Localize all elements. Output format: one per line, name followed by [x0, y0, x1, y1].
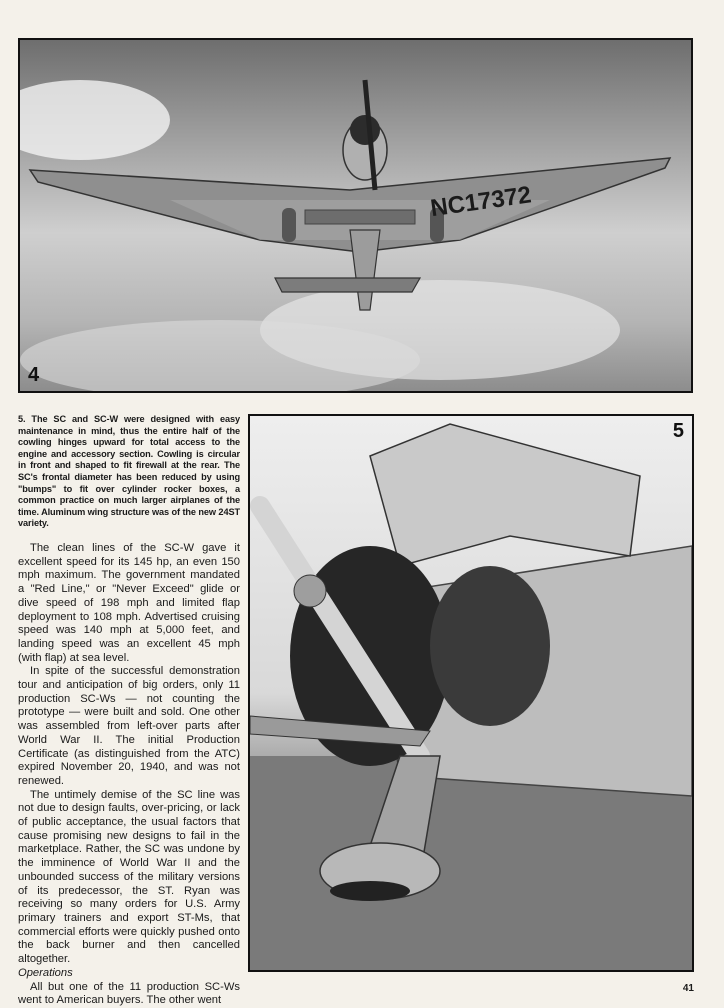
page-number: 41	[682, 983, 694, 994]
figure-4-photo	[18, 38, 693, 393]
section-subhead: Operations	[18, 966, 73, 979]
figure-5-photo	[248, 414, 694, 972]
paragraph: In spite of the successful demonstration tour and anticipation of big orders, only 11 production SC-Ws — not counting the prototype — were built and sold. One other was assembled from left-over parts after World War II. The initial Production Certificate (as distinguished from the ATC) expired November 20, 1940, and was not renewed.	[18, 665, 240, 787]
figure-number-5: 5	[672, 420, 684, 442]
engine-closeup-illustration	[250, 416, 692, 970]
figure-5-caption: 5. The SC and SC-W were designed with easy maintenance in mind, thus the entire half of the cowling hinges upward for total access to the engine and accessory section. Cowling is circular in front and shaped to fit firewall at the rear. The SC's frontal diameter has been reduced by using "bumps" to fit over cylinder rocker boxes, a common practice on much larger airplanes of the time. Aluminum wing structure was of the new 24ST variety.	[18, 414, 240, 529]
paragraph: The clean lines of the SC-W gave it excellent speed for its 145 hp, an even 150 mph maximum. The government mandated a "Red Line," or "Never Exceed" glide or dive speed of 198 mph and limited flap deployment to 108 mph. Advertised cruising speed was 140 mph at 5,000 feet, and landing speed was an excellent 45 mph (with flap) at sea level.	[18, 542, 240, 664]
paragraph: All but one of the 11 production SC-Ws went to American buyers. The other went	[18, 980, 240, 1007]
article-body	[18, 542, 240, 1008]
aircraft-registration: NC17372	[428, 181, 533, 223]
figure-number-4: 4	[28, 364, 40, 386]
airplane-overhead-illustration	[20, 40, 691, 391]
paragraph: The untimely demise of the SC line was not due to design faults, over-pricing, or lack of public acceptance, the usual factors that cause promising new designs to fail in the marketplace. Rather, the SC was undone by the imminence of World War II and the unbounded success of the military versions of its predecessor, the ST. Ryan was receiving so many orders for U.S. Army primary trainers and export ST-Ms, that commercial efforts were quickly pushed onto the back burner and then cancelled altogether.	[18, 788, 240, 966]
